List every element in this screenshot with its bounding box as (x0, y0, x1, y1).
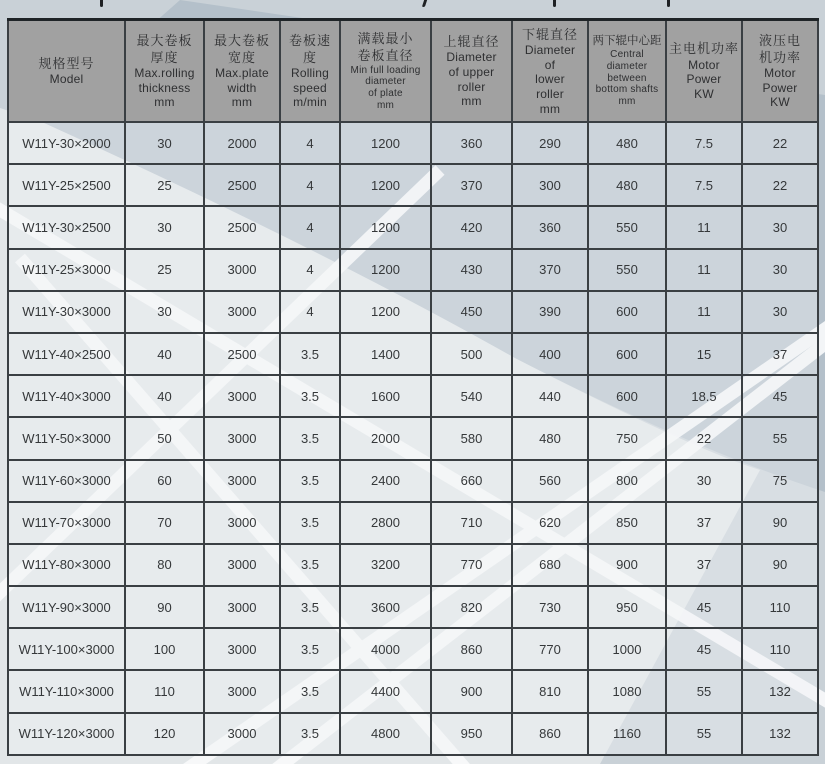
model-cell: W11Y-100×3000 (8, 628, 125, 670)
spec-cell: 132 (742, 713, 818, 755)
table-row (8, 502, 818, 544)
spec-cell: 3.5 (280, 502, 340, 544)
spec-cell: 3200 (340, 544, 431, 586)
spec-cell: 370 (512, 249, 588, 291)
spec-cell: 30 (125, 206, 204, 248)
column-header-line: 最大卷板 (213, 32, 270, 48)
spec-cell: 360 (431, 122, 512, 164)
spec-cell: 770 (431, 544, 512, 586)
table-row (8, 164, 818, 206)
column-header-line: 规格型号 (38, 56, 95, 72)
column-header-line: Motor (764, 66, 796, 81)
spec-cell: 3000 (204, 502, 280, 544)
spec-cell: 132 (742, 670, 818, 712)
column-header-line: mm (461, 94, 482, 109)
spec-cell: 820 (431, 586, 512, 628)
spec-cell: 30 (742, 249, 818, 291)
spec-cell: 550 (588, 206, 666, 248)
spec-cell: 540 (431, 375, 512, 417)
spec-cell: 3.5 (280, 670, 340, 712)
column-header-line: diameter (606, 60, 648, 72)
spec-cell: 950 (431, 713, 512, 755)
spec-cell: 900 (431, 670, 512, 712)
column-header (666, 20, 742, 123)
column-header-line: mm (618, 96, 636, 108)
spec-cell: 3.5 (280, 628, 340, 670)
column-header-line: roller (457, 79, 486, 94)
column-header (125, 20, 204, 123)
spec-cell: 660 (431, 460, 512, 502)
clipped-letter-descender (100, 0, 103, 7)
table-row (8, 122, 818, 164)
spec-cell: 480 (512, 417, 588, 459)
spec-cell: 300 (512, 164, 588, 206)
spec-cell: 550 (588, 249, 666, 291)
spec-cell: 3000 (204, 713, 280, 755)
spec-cell: 1400 (340, 333, 431, 375)
model-cell: W11Y-80×3000 (8, 544, 125, 586)
spec-cell: 45 (666, 628, 742, 670)
spec-cell: 37 (666, 544, 742, 586)
column-header-line: Diameter (446, 50, 497, 65)
spec-cell: 2500 (204, 164, 280, 206)
table-row (8, 249, 818, 291)
spec-cell: 3000 (204, 291, 280, 333)
spec-cell: 770 (512, 628, 588, 670)
spec-cell: 950 (588, 586, 666, 628)
column-header-line: 卷板速度 (288, 32, 331, 66)
spec-cell: 30 (666, 460, 742, 502)
column-header-line: 机功率 (758, 50, 801, 66)
model-cell: W11Y-50×3000 (8, 417, 125, 459)
table-row (8, 628, 818, 670)
column-header-line: KW (694, 86, 714, 101)
spec-cell: 11 (666, 249, 742, 291)
spec-cell: 560 (512, 460, 588, 502)
spec-cell: 450 (431, 291, 512, 333)
column-header-line: 主电机功率 (669, 41, 740, 57)
spec-cell: 90 (742, 502, 818, 544)
spec-cell: 11 (666, 206, 742, 248)
spec-cell: 37 (666, 502, 742, 544)
column-header-line: Min full loading (350, 64, 421, 76)
column-header-line: width (227, 80, 257, 95)
column-header (8, 20, 125, 123)
spec-cell: 430 (431, 249, 512, 291)
column-header-line: Max.plate (215, 66, 269, 81)
spec-cell: 3.5 (280, 713, 340, 755)
spec-cell: 4 (280, 291, 340, 333)
spec-cell: 110 (125, 670, 204, 712)
column-header-line: m/min (293, 95, 327, 110)
spec-cell: 80 (125, 544, 204, 586)
table-body (8, 122, 818, 755)
column-header-line: mm (154, 95, 175, 110)
clipped-letter-descender (553, 0, 556, 7)
table-row (8, 291, 818, 333)
table-row (8, 713, 818, 755)
spec-cell: 360 (512, 206, 588, 248)
column-header-line: 两下辊中心距 (592, 34, 662, 47)
spec-cell: 2000 (340, 417, 431, 459)
spec-cell: 3000 (204, 375, 280, 417)
column-header (742, 20, 818, 123)
table-header (8, 20, 818, 123)
spec-cell: 290 (512, 122, 588, 164)
spec-cell: 600 (588, 291, 666, 333)
column-header (204, 20, 280, 123)
column-header-line: 满载最小 (357, 31, 414, 47)
spec-cell: 3.5 (280, 586, 340, 628)
spec-cell: 120 (125, 713, 204, 755)
spec-cell: 15 (666, 333, 742, 375)
column-header-line: Rolling (290, 66, 330, 81)
spec-cell: 45 (666, 586, 742, 628)
spec-cell: 1600 (340, 375, 431, 417)
spec-cell: 2400 (340, 460, 431, 502)
spec-cell: 860 (512, 713, 588, 755)
column-header-line: roller (536, 86, 564, 101)
spec-cell: 3.5 (280, 375, 340, 417)
column-header (280, 20, 340, 123)
column-header (512, 20, 588, 123)
spec-cell: 3000 (204, 670, 280, 712)
spec-cell: 90 (125, 586, 204, 628)
spec-cell: 3000 (204, 628, 280, 670)
spec-cell: 850 (588, 502, 666, 544)
column-header-line: Power (686, 72, 722, 87)
spec-cell: 110 (742, 586, 818, 628)
model-cell: W11Y-25×2500 (8, 164, 125, 206)
spec-cell: 370 (431, 164, 512, 206)
spec-cell: 3.5 (280, 544, 340, 586)
spec-cell: 4800 (340, 713, 431, 755)
spec-cell: 22 (666, 417, 742, 459)
column-header-line: 厚度 (150, 50, 179, 66)
model-cell: W11Y-120×3000 (8, 713, 125, 755)
column-header-line: KW (770, 95, 790, 110)
spec-cell: 4 (280, 249, 340, 291)
column-header-line: 下辊直径 (521, 26, 578, 42)
spec-cell: 1000 (588, 628, 666, 670)
model-cell: W11Y-30×2000 (8, 122, 125, 164)
spec-cell: 750 (588, 417, 666, 459)
spec-cell: 500 (431, 333, 512, 375)
spec-cell: 400 (512, 333, 588, 375)
model-cell: W11Y-70×3000 (8, 502, 125, 544)
column-header (340, 20, 431, 123)
spec-cell: 3.5 (280, 460, 340, 502)
spec-cell: 1200 (340, 291, 431, 333)
spec-cell: 3000 (204, 460, 280, 502)
spec-cell: 30 (742, 291, 818, 333)
spec-cell: 55 (742, 417, 818, 459)
spec-cell: 100 (125, 628, 204, 670)
column-header-line: of upper (448, 64, 495, 79)
spec-cell: 55 (666, 670, 742, 712)
header-row (8, 20, 818, 123)
column-header-line: mm (231, 95, 253, 110)
spec-cell: 730 (512, 586, 588, 628)
table-row (8, 206, 818, 248)
spec-cell: 30 (125, 291, 204, 333)
spec-cell: 4000 (340, 628, 431, 670)
column-header-line: 液压电 (758, 32, 801, 48)
spec-cell: 620 (512, 502, 588, 544)
spec-cell: 30 (125, 122, 204, 164)
spec-table (7, 18, 819, 756)
column-header-line: 最大卷板 (136, 32, 193, 48)
spec-cell: 1200 (340, 206, 431, 248)
model-cell: W11Y-40×3000 (8, 375, 125, 417)
spec-cell: 110 (742, 628, 818, 670)
column-header-line: mm (376, 99, 395, 111)
spec-cell: 40 (125, 375, 204, 417)
spec-cell: 480 (588, 122, 666, 164)
spec-cell: 25 (125, 249, 204, 291)
spec-cell: 45 (742, 375, 818, 417)
model-cell: W11Y-110×3000 (8, 670, 125, 712)
spec-cell: 710 (431, 502, 512, 544)
spec-cell: 3000 (204, 586, 280, 628)
spec-cell: 440 (512, 375, 588, 417)
spec-cell: 4400 (340, 670, 431, 712)
spec-cell: 7.5 (666, 164, 742, 206)
spec-cell: 3.5 (280, 333, 340, 375)
spec-cell: 810 (512, 670, 588, 712)
column-header-line: Model (49, 72, 84, 87)
spec-cell: 70 (125, 502, 204, 544)
column-header-line: thickness (138, 80, 191, 95)
spec-cell: 900 (588, 544, 666, 586)
spec-cell: 390 (512, 291, 588, 333)
spec-cell: 580 (431, 417, 512, 459)
spec-cell: 2500 (204, 206, 280, 248)
table-row (8, 670, 818, 712)
spec-cell: 420 (431, 206, 512, 248)
spec-cell: 480 (588, 164, 666, 206)
model-cell: W11Y-40×2500 (8, 333, 125, 375)
spec-cell: 22 (742, 164, 818, 206)
spec-cell: 3600 (340, 586, 431, 628)
model-cell: W11Y-30×3000 (8, 291, 125, 333)
column-header (431, 20, 512, 123)
column-header-line: 卷板直径 (357, 48, 414, 64)
spec-cell: 4 (280, 206, 340, 248)
spec-cell: 22 (742, 122, 818, 164)
model-cell: W11Y-90×3000 (8, 586, 125, 628)
spec-cell: 30 (742, 206, 818, 248)
column-header-line: between (607, 72, 647, 84)
spec-cell: 55 (666, 713, 742, 755)
spec-cell: 1160 (588, 713, 666, 755)
spec-cell: 50 (125, 417, 204, 459)
table-row (8, 460, 818, 502)
column-header-line: Diameter (524, 43, 576, 58)
column-header-line: of plate (368, 88, 403, 100)
spec-cell: 1200 (340, 249, 431, 291)
column-header-line: Central (610, 49, 644, 61)
spec-cell: 680 (512, 544, 588, 586)
clipped-letter-descender (667, 0, 670, 7)
spec-cell: 60 (125, 460, 204, 502)
spec-cell: 90 (742, 544, 818, 586)
spec-cell: 18.5 (666, 375, 742, 417)
column-header-line: Max.rolling (134, 66, 195, 81)
spec-cell: 40 (125, 333, 204, 375)
spec-cell: 1200 (340, 164, 431, 206)
column-header-line: diameter (365, 76, 406, 88)
table-row (8, 544, 818, 586)
spec-cell: 37 (742, 333, 818, 375)
column-header-line: Power (762, 80, 798, 95)
table-row (8, 375, 818, 417)
column-header-line: lower (535, 72, 565, 87)
column-header-line: mm (539, 101, 561, 116)
spec-cell: 4 (280, 122, 340, 164)
spec-cell: 2500 (204, 333, 280, 375)
spec-cell: 25 (125, 164, 204, 206)
spec-cell: 1200 (340, 122, 431, 164)
spec-cell: 600 (588, 375, 666, 417)
spec-cell: 3000 (204, 544, 280, 586)
column-header (588, 20, 666, 123)
spec-cell: 7.5 (666, 122, 742, 164)
column-header-line: 宽度 (227, 50, 256, 66)
model-cell: W11Y-60×3000 (8, 460, 125, 502)
spec-cell: 11 (666, 291, 742, 333)
spec-cell: 2800 (340, 502, 431, 544)
column-header-line: speed (293, 80, 327, 95)
spec-cell: 3000 (204, 249, 280, 291)
table-row (8, 333, 818, 375)
column-header-line: 上辊直径 (443, 34, 500, 50)
spec-cell: 1080 (588, 670, 666, 712)
spec-cell: 3000 (204, 417, 280, 459)
column-header-line: bottom shafts (595, 84, 659, 96)
spec-cell: 860 (431, 628, 512, 670)
model-cell: W11Y-25×3000 (8, 249, 125, 291)
table-row (8, 417, 818, 459)
spec-cell: 3.5 (280, 417, 340, 459)
spec-cell: 2000 (204, 122, 280, 164)
model-cell: W11Y-30×2500 (8, 206, 125, 248)
spec-cell: 800 (588, 460, 666, 502)
spec-cell: 4 (280, 164, 340, 206)
spec-cell: 75 (742, 460, 818, 502)
column-header-line: of (544, 57, 556, 72)
column-header-line: Motor (688, 57, 720, 72)
spec-cell: 600 (588, 333, 666, 375)
table-row (8, 586, 818, 628)
